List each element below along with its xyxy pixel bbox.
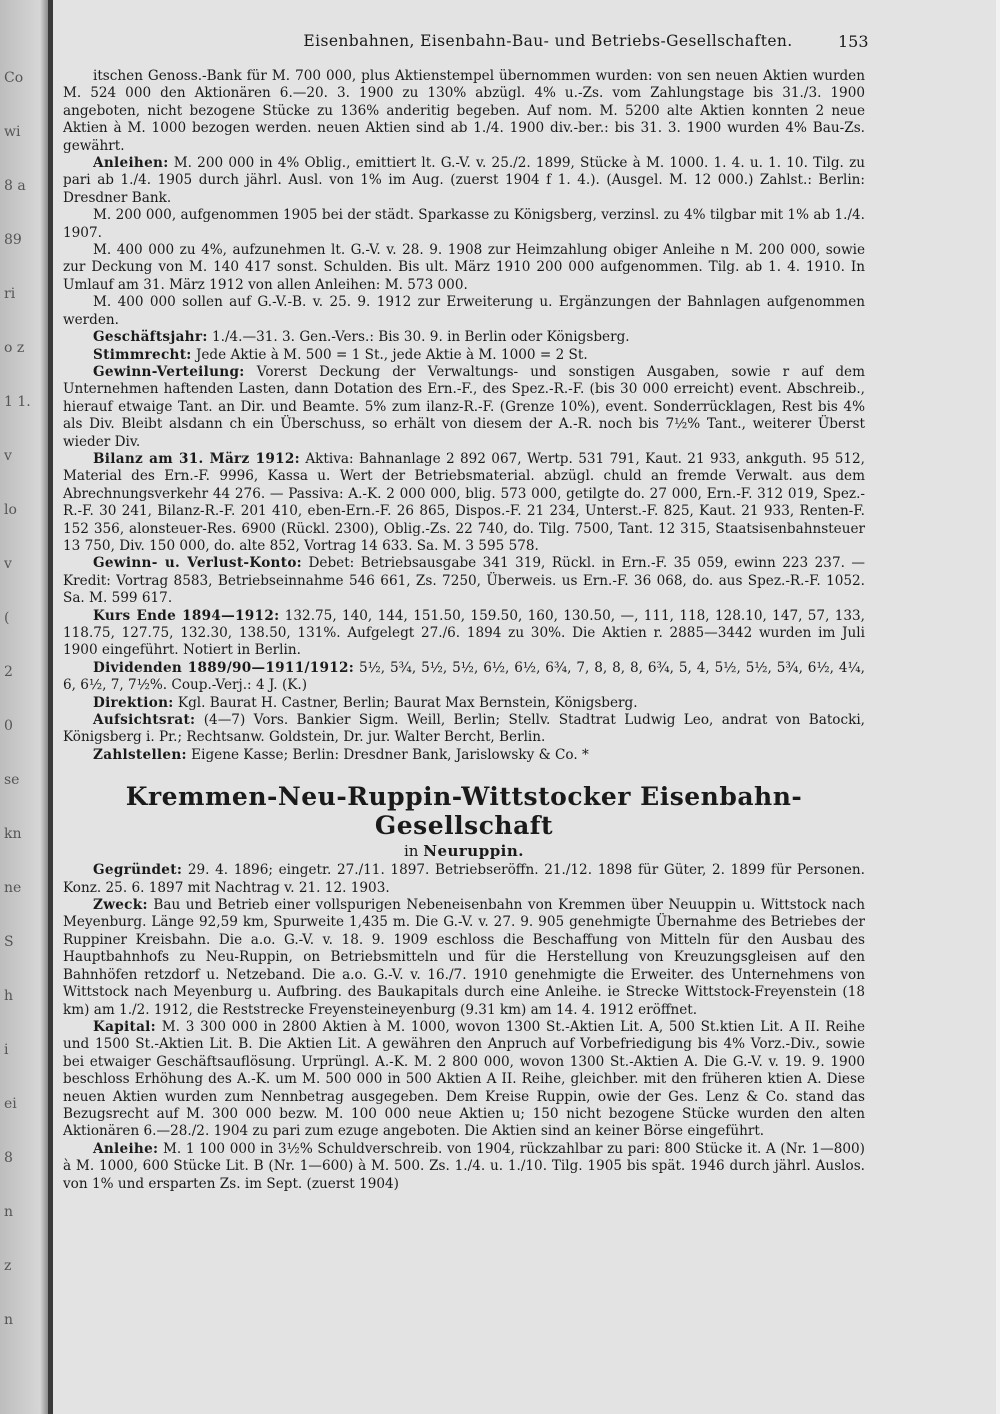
paragraph xyxy=(63,747,865,764)
previous-page-fragment: i xyxy=(4,1042,9,1058)
paragraph-text: Eigene Kasse; Berlin: Dresdner Bank, Jarislowsky & Co. * xyxy=(191,746,589,763)
paragraph-text: Aktiva: Bahnanlage 2 892 067, Wertp. 531 791, Kaut. 21 933, ankguth. 95 512, Material des Ern.-F. 9996, Kassa u. Wert der Betriebsmaterial. abzügl. chuld an fremde Verwalt. aus dem Abrechnungsverkehr 44 276. — Passiva: A.-K. 2 000 000, blig. 573 000, getilgte do. 27 000, Ern.-F. 312 019, Spez.-R.-F. 30 241, Bilanz-R.-F. 201 410, eben-Ern.-F. 26 865, Dispos.-F. 21 234, Unterst.-F. 825, Kaut. 21 933, Renten-F. 152 356, alonsteuer-Res. 6900 (Rückl. 2300), Oblig.-Zs. 22 740, do. Tilg. 7500, Tant. 12 315, Staatsisenbahnsteuer 13 750, Div. 150 000, do. alte 852, Vortrag 14 633. Sa. M. 3 595 578. xyxy=(63,450,865,554)
paragraph-label: Anleihe: xyxy=(93,1140,159,1157)
paragraph-label: Zweck: xyxy=(93,897,148,914)
paragraph-text: Debet: Betriebsausgabe 341 319, Rückl. in Ern.-F. 35 059, ewinn 223 237. — Kredit: Vortrag 8583, Betriebseinnahme 546 661, Zs. 7250, Überweis. us Ern.-F. 36 068, do. aus Spez.-R.-F. 1052. Sa. M. 599 617. xyxy=(63,555,865,607)
paragraph-text: M. 400 000 zu 4%, aufzunehmen lt. G.-V. v. 28. 9. 1908 zur Heimzahlung obiger Anleihe n M. 200 000, sowie zur Deckung von M. 140 417 sonst. Schulden. Bis ult. März 1910 200 000 aufgenommen. Tilg. ab 1. 4. 1910. In Umlauf am 31. März 1912 von allen Anleihen: M. 573 000. xyxy=(63,242,865,293)
previous-page-fragment: 89 xyxy=(4,232,22,248)
paragraph xyxy=(63,329,865,346)
paragraph xyxy=(63,242,865,294)
previous-page-fragment: lo xyxy=(4,502,17,518)
previous-page-fragment: 8 xyxy=(4,1150,13,1166)
paragraph-text: M. 200 000, aufgenommen 1905 bei der städt. Sparkasse zu Königsberg, verzinsl. zu 4% tilgbar mit 1% ab 1./4. 1907. xyxy=(63,207,865,241)
paragraph xyxy=(63,1019,865,1141)
paragraph-label: Gegründet: xyxy=(93,862,183,879)
subtitle-city: Neuruppin. xyxy=(423,842,525,861)
paragraph-label: Anleihen: xyxy=(93,155,169,172)
previous-page-fragment: z xyxy=(4,1258,12,1274)
paragraph xyxy=(63,712,865,747)
page-number: 153 xyxy=(838,32,869,51)
running-title: Eisenbahnen, Eisenbahn-Bau- und Betriebs-Gesellschaften. xyxy=(303,32,793,50)
previous-page-fragment: S xyxy=(4,934,14,950)
previous-page-fragment: v xyxy=(4,556,12,572)
paragraph-text: Jede Aktie à M. 500 = 1 St., jede Aktie à M. 1000 = 2 St. xyxy=(195,346,588,363)
section-previous-company xyxy=(63,68,865,764)
paragraph-label: Aufsichtsrat: xyxy=(93,712,196,729)
page-right-edge xyxy=(996,0,1000,1414)
document-page xyxy=(53,0,1000,1414)
paragraph xyxy=(63,347,865,364)
previous-page-fragment: 1 1. xyxy=(4,394,31,410)
paragraph-text: M. 1 100 000 in 3½% Schuldverschreib. von 1904, rückzahlbar zu pari: 800 Stücke it. A (Nr. 1—800) à M. 1000, 600 Stücke Lit. B (Nr. 1—600) à M. 500. Zs. 1./4. u. 1./10. Tilg. 1905 bis spät. 1946 durch jährl. Auslos. von 1% und ersparten Zs. im Sept. (zuerst 1904) xyxy=(63,1140,865,1192)
paragraph xyxy=(63,695,865,712)
paragraph-text: Vorerst Deckung der Verwaltungs- und sonstigen Ausgaben, sowie r auf dem Unternehmen haftenden Lasten, dann Dotation des Ern.-F., des Spez.-R.-F. (bis 30 000 erreicht) event. Abschreib., hierauf etwaige Tant. an Dir. und Beamte. 5% zum ilanz-R.-F. (Grenze 10%), event. Sonderrücklagen, Rest bis 4% als Div. Bleibt alsdann ch ein Überschuss, so erhält von diesem der A.-R. noch bis 7½% Tant., weiterer Überst wieder Div. xyxy=(63,363,865,450)
previous-page-fragment: ri xyxy=(4,286,16,302)
paragraph xyxy=(63,897,865,1019)
paragraph-label: Zahlstellen: xyxy=(93,746,187,763)
previous-page-fragment: o z xyxy=(4,340,25,356)
paragraph-text: Kgl. Baurat H. Castner, Berlin; Baurat Max Bernstein, Königsberg. xyxy=(177,694,638,711)
previous-page-fragment: kn xyxy=(4,826,22,842)
paragraph-text: 1./4.—31. 3. Gen.-Vers.: Bis 30. 9. in Berlin oder Königsberg. xyxy=(211,329,630,346)
paragraph xyxy=(63,1141,865,1193)
paragraph-text: M. 3 300 000 in 2800 Aktien à M. 1000, wovon 1300 St.-Aktien Lit. A, 500 St.ktien Lit. A II. Reihe und 1500 St.-Aktien Lit. B. Die Aktien Lit. A gewähren den Anpruch auf Vorbefriedigung bis 4% Vorz.-Div., sowie bei etwaiger Geschäftsauflösung. Urprüngl. A.-K. M. 2 800 000, wovon 1300 St.-Aktien A. Die G.-V. v. 19. 9. 1900 beschloss Erhöhung des A.-K. um M. 500 000 in 500 Aktien A II. Reihe, gleichber. mit den früheren ktien A. Diese neuen Aktien wurden zum Nennbetrag ausgegeben. Dem Kreise Ruppin, owie der Ges. Lenz & Co. stand das Bezugsrecht auf M. 300 000 bezw. M. 100 000 neue Aktien u; 150 nicht bezogene Stücke wurden den alten Aktionären 6.—28./2. 1904 zu pari zum ezuge angeboten. Die Aktien sind an keiner Börse eingeführt. xyxy=(63,1018,865,1140)
previous-page-fragment: 2 xyxy=(4,664,13,680)
section-subtitle xyxy=(63,842,865,860)
previous-page-fragment: 0 xyxy=(4,718,13,734)
section-title: Kremmen-Neu-Ruppin-Wittstocker Eisenbahn-Gesellschaft xyxy=(125,782,803,841)
paragraph-label: Kapital: xyxy=(93,1018,156,1035)
paragraph xyxy=(63,155,865,207)
paragraph-label: Geschäftsjahr: xyxy=(93,329,208,346)
paragraph xyxy=(63,364,865,451)
paragraph-text: M. 200 000 in 4% Oblig., emittiert lt. G.-V. v. 25./2. 1899, Stücke à M. 1000. 1. 4. u. 1. 10. Tilg. zu pari ab 1./4. 1905 durch jährl. Ausl. von 1% im Aug. (zuerst 1904 f 1. 4.). (Ausgel. M. 12 000.) Zahlst.: Berlin: Dresdner Bank. xyxy=(63,155,865,206)
previous-page-fragment: v xyxy=(4,448,12,464)
previous-page-fragment: se xyxy=(4,772,20,788)
paragraph-label: Dividenden 1889/90—1911/1912: xyxy=(93,659,355,676)
previous-page-fragment: n xyxy=(4,1312,14,1328)
paragraph-label: Kurs Ende 1894—1912: xyxy=(93,607,280,624)
previous-page-fragment: wi xyxy=(4,124,21,140)
paragraph xyxy=(63,207,865,242)
paragraph xyxy=(63,555,865,607)
paragraph-text: itschen Genoss.-Bank für M. 700 000, plus Aktienstempel übernommen wurden: von sen neuen Aktien wurden M. 524 000 den Aktionären 6.—20. 3. 1900 zu 130% abzügl. 4% u.-Zs. vom Zahlungstage bis 31./3. 1900 angeboten, nicht bezogene Stücke zu 136% anderitig begeben. Auf nom. M. 5200 alte Aktien konnten 2 neue Aktien à M. 1000 bezogen werden. neuen Aktien sind ab 1./4. 1900 div.-ber.: bis 31. 3. 1900 wurden 4% Bau-Zs. gewährt. xyxy=(63,68,865,154)
paragraph xyxy=(63,660,865,695)
subtitle-prefix: in xyxy=(403,842,419,861)
paragraph-label: Gewinn-Verteilung: xyxy=(93,363,245,380)
previous-page-edge xyxy=(0,0,50,1414)
paragraph-text: Bau und Betrieb einer vollspurigen Nebeneisenbahn von Kremmen über Neuuppin u. Wittstock nach Meyenburg. Länge 92,59 km, Spurweite 1,435 m. Die G.-V. v. 27. 9. 905 genehmigte Übernahme des Betriebes der Ruppiner Kreisbahn. Die a.o. G.-V. v. 18. 9. 1909 eschloss die Beschaffung von Mitteln für den Ausbau des Hauptbahnhofs zu Neu-Ruppin, on Betriebsmitteln und für die Herstellung von Kreuzungsgleisen auf den Bahnhöfen retzdorf u. Netzeband. Die a.o. G.-V. v. 16./7. 1910 genehmigte die Erweiter. des Unternehmens von Wittstock nach Meyenburg u. Aufbring. des Baukapitals durch eine Anleihe. ie Strecke Wittstock-Freyenstein (18 km) am 1./2. 1912, die Reststrecke Freyensteineyenburg (9.31 km) am 14. 4. 1912 eröffnet. xyxy=(63,897,865,1018)
section-kremmen-company xyxy=(63,862,865,1193)
paragraph-text: M. 400 000 sollen auf G.-V.-B. v. 25. 9. 1912 zur Erweiterung u. Ergänzungen der Bahnlagen aufgenommen werden. xyxy=(63,294,865,328)
paragraph-text: 132.75, 140, 144, 151.50, 159.50, 160, 130.50, —, 111, 118, 128.10, 147, 57, 133, 118.75, 127.75, 132.30, 138.50, 131%. Aufgelegt 27./6. 1894 zu 30%. Die Aktien r. 2885—3442 wurden im Juli 1900 eingeführt. Notiert in Berlin. xyxy=(63,607,865,659)
previous-page-fragment: n xyxy=(4,1204,14,1220)
previous-page-fragment: ne xyxy=(4,880,22,896)
paragraph-label: Direktion: xyxy=(93,694,174,711)
paragraph-label: Gewinn- u. Verlust-Konto: xyxy=(93,555,303,572)
paragraph xyxy=(63,294,865,329)
paragraph-text: (4—7) Vors. Bankier Sigm. Weill, Berlin; Stellv. Stadtrat Ludwig Leo, andrat von Batocki, Königsberg i. Pr.; Rechtsanw. Goldstein, Dr. jur. Walter Bercht, Berlin. xyxy=(63,712,866,746)
paragraph-label: Stimmrecht: xyxy=(93,346,192,363)
paragraph-label: Bilanz am 31. März 1912: xyxy=(93,450,300,467)
paragraph xyxy=(63,68,865,155)
previous-page-fragment: ei xyxy=(4,1096,17,1112)
paragraph-text: 5½, 5¾, 5½, 5½, 6½, 6½, 6¾, 7, 8, 8, 8, 6¾, 5, 4, 5½, 5½, 5¾, 6½, 4¼, 6, 6½, 7, 7½%. Coup.-Verj.: 4 J. (K.) xyxy=(63,659,865,694)
paragraph-text: 29. 4. 1896; eingetr. 27./11. 1897. Betriebseröffn. 21./12. 1898 für Güter, 2. 1899 für Personen. Konz. 25. 6. 1897 mit Nachtrag v. 21. 12. 1903. xyxy=(63,862,865,896)
previous-page-fragment: ( xyxy=(4,610,10,626)
page-content xyxy=(63,68,865,1193)
previous-page-fragment: Co xyxy=(4,70,24,86)
previous-page-fragment: h xyxy=(4,988,14,1004)
previous-page-fragment: 8 a xyxy=(4,178,26,194)
paragraph xyxy=(63,862,865,897)
paragraph xyxy=(63,451,865,555)
paragraph xyxy=(63,608,865,660)
